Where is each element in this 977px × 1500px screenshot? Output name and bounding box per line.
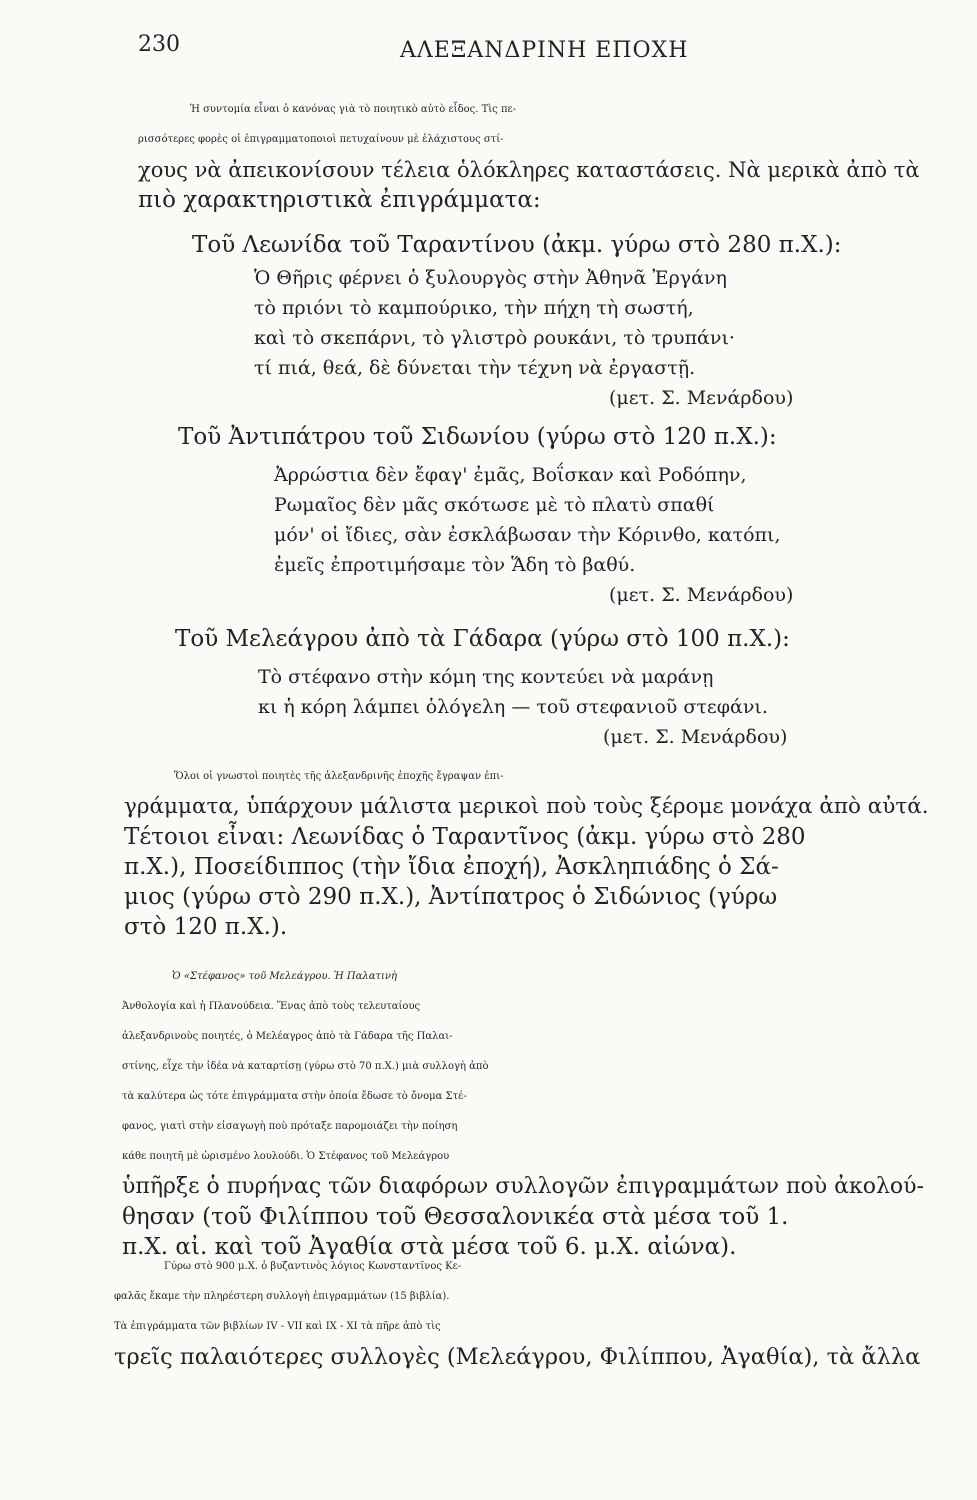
running-head: ΑΛΕΞΑΝΔΡΙΝΗ ΕΠΟΧΗ: [400, 38, 689, 63]
text-line: ὑπῆρξε ὁ πυρήνας τῶν διαφόρων συλλογῶν ἐπιγραμμάτων ποὺ ἀκολού-: [122, 1174, 924, 1199]
intro-paragraph: [138, 95, 920, 215]
text-line: Ἡ συντομία εἶναι ὁ κανόνας γιὰ τὸ ποιητικὸ αὐτὸ εἶδος. Τὶς πε-: [190, 104, 517, 115]
epigram-heading-text: Τοῦ Μελεάγρου ἀπὸ τὰ Γάδαρα (γύρω στὸ 100 π.Χ.):: [175, 626, 790, 652]
text-line: γράμματα, ὑπάρχουν μάλιστα μερικοὶ ποὺ τοὺς ξέρομε μονάχα ἀπὸ αὐτά.: [124, 794, 929, 819]
text-line: τὰ καλύτερα ὡς τότε ἐπιγράμματα στὴν ὁποία ἔδωσε τὸ ὄνομα Στέ-: [122, 1091, 467, 1102]
epigram-heading: [175, 624, 790, 654]
verse-line: Ρωμαῖος δὲν μᾶς σκότωσε μὲ τὸ πλατὺ σπαθί: [274, 494, 715, 516]
verse-line: μόν' οἱ ἴδιες, σὰν ἐσκλάβωσαν τὴν Κόρινθο, κατόπι,: [274, 524, 781, 546]
epigram-poem: [258, 662, 787, 752]
text-line: φανος, γιατὶ στὴν εἰσαγωγὴ ποὺ πρόταξε παρομοιάζει τὴν ποίηση: [122, 1121, 458, 1132]
text-line: Τὰ ἐπιγράμματα τῶν βιβλίων IV - VII καὶ IX - XI τὰ πῆρε ἀπὸ τὶς: [114, 1321, 441, 1332]
text-line: μιος (γύρω στὸ 290 π.Χ.), Ἀντίπατρος ὁ Σιδώνιος (γύρω: [124, 884, 778, 910]
verse-line: τὸ πριόνι τὸ καμπούρικο, τὴν πήχη τὴ σωστή,: [254, 297, 694, 319]
text-line: ρισσότερες φορὲς οἱ ἐπιγραμματοποιοὶ πετυχαίνουν μὲ ἐλάχιστους στί-: [138, 134, 504, 145]
verse-line: Ὁ Θῆρις φέρνει ὁ ξυλουργὸς στὴν Ἀθηνᾶ Ἐργάνη: [254, 267, 727, 289]
text-line: στίνης, εἶχε τὴν ἰδέα νὰ καταρτίσῃ (γύρω στὸ 70 π.Χ.) μιὰ συλλογὴ ἀπὸ: [122, 1061, 489, 1072]
text-line: ἀλεξανδρινοὺς ποιητές, ὁ Μελέαγρος ἀπὸ τὰ Γάδαρα τῆς Παλαι-: [122, 1031, 453, 1042]
epigram-heading-text: Τοῦ Λεωνίδα τοῦ Ταραντίνου (ἀκμ. γύρω στὸ 280 π.Χ.):: [192, 232, 842, 258]
verse-line: Ἀρρώστια δὲν ἔφαγ' ἐμᾶς, Βοΐσκαν καὶ Ροδόπην,: [274, 464, 747, 486]
text-line: π.Χ.), Ποσείδιππος (τὴν ἴδια ἐποχή), Ἀσκληπιάδης ὁ Σά-: [124, 854, 779, 880]
text-line: κάθε ποιητῆ μὲ ὡρισμένο λουλούδι. Ὁ Στέφανος τοῦ Μελεάγρου: [122, 1151, 450, 1162]
text-line: Ὅλοι οἱ γνωστοὶ ποιητὲς τῆς ἀλεξανδρινῆς ἐποχῆς ἔγραψαν ἐπι-: [174, 771, 504, 782]
text-line: θησαν (τοῦ Φιλίππου τοῦ Θεσσαλονικέα στὰ μέσα τοῦ 1.: [122, 1204, 789, 1230]
epigram-heading: [178, 422, 777, 452]
epigram-poem: [254, 263, 793, 413]
text-line: πιὸ χαρακτηριστικὰ ἐπιγράμματα:: [138, 187, 541, 213]
text-line: π.Χ. αἰ. καὶ τοῦ Ἀγαθία στὰ μέσα τοῦ 6. μ.Χ. αἰώνα).: [122, 1234, 737, 1260]
text-line: φαλᾶς ἔκαμε τὴν πληρέστερη συλλογὴ ἐπιγραμμάτων (15 βιβλία).: [114, 1291, 450, 1302]
translator-credit: (μετ. Σ. Μενάρδου): [609, 584, 794, 606]
epigram-heading-text: Τοῦ Ἀντιπάτρου τοῦ Σιδωνίου (γύρω στὸ 120 π.Χ.):: [178, 424, 777, 450]
text-line: τρεῖς παλαιότερες συλλογὲς (Μελεάγρου, Φιλίππου, Ἀγαθία), τὰ ἄλλα: [114, 1344, 921, 1370]
verse-line: τί πιά, θεά, δὲ δύνεται τὴν τέχνη νὰ ἐργαστῇ.: [254, 357, 696, 379]
translator-credit: (μετ. Σ. Μενάρδου): [609, 387, 794, 409]
text-line: στὸ 120 π.Χ.).: [124, 914, 288, 940]
text-line: Γύρω στὸ 900 μ.Χ. ὁ βυζαντινὸς λόγιος Κωνσταντῖνος Κε-: [164, 1261, 462, 1272]
verse-line: καὶ τὸ σκεπάρνι, τὸ γλιστρὸ ρουκάνι, τὸ τρυπάνι·: [254, 327, 735, 349]
body-paragraph: [124, 762, 929, 942]
text-line: Ἀνθολογία καὶ ἡ Πλανούδεια. Ἕνας ἀπὸ τοὺς τελευταίους: [122, 1001, 421, 1012]
section-heading-line: Ὁ «Στέφανος» τοῦ Μελεάγρου. Ἡ Παλατινὴ: [172, 971, 397, 982]
page-number: 230: [138, 32, 180, 57]
verse-line: ἐμεῖς ἐπροτιμήσαμε τὸν Ἅδη τὸ βαθύ.: [274, 554, 636, 576]
epigram-heading: [192, 230, 841, 260]
translator-credit: (μετ. Σ. Μενάρδου): [603, 726, 788, 748]
epigram-poem: [274, 460, 793, 610]
body-paragraph: [122, 962, 924, 1262]
body-paragraph: [114, 1252, 920, 1372]
text-line: χους νὰ ἀπεικονίσουν τέλεια ὁλόκληρες καταστάσεις. Νὰ μερικὰ ἀπὸ τὰ: [138, 158, 920, 182]
verse-line: κι ἡ κόρη λάμπει ὁλόγελη — τοῦ στεφανιοῦ στεφάνι.: [258, 696, 768, 718]
text-line: Τέτοιοι εἶναι: Λεωνίδας ὁ Ταραντῖνος (ἀκμ. γύρω στὸ 280: [124, 824, 806, 850]
verse-line: Τὸ στέφανο στὴν κόμη της κοντεύει νὰ μαράνῃ: [258, 666, 714, 688]
